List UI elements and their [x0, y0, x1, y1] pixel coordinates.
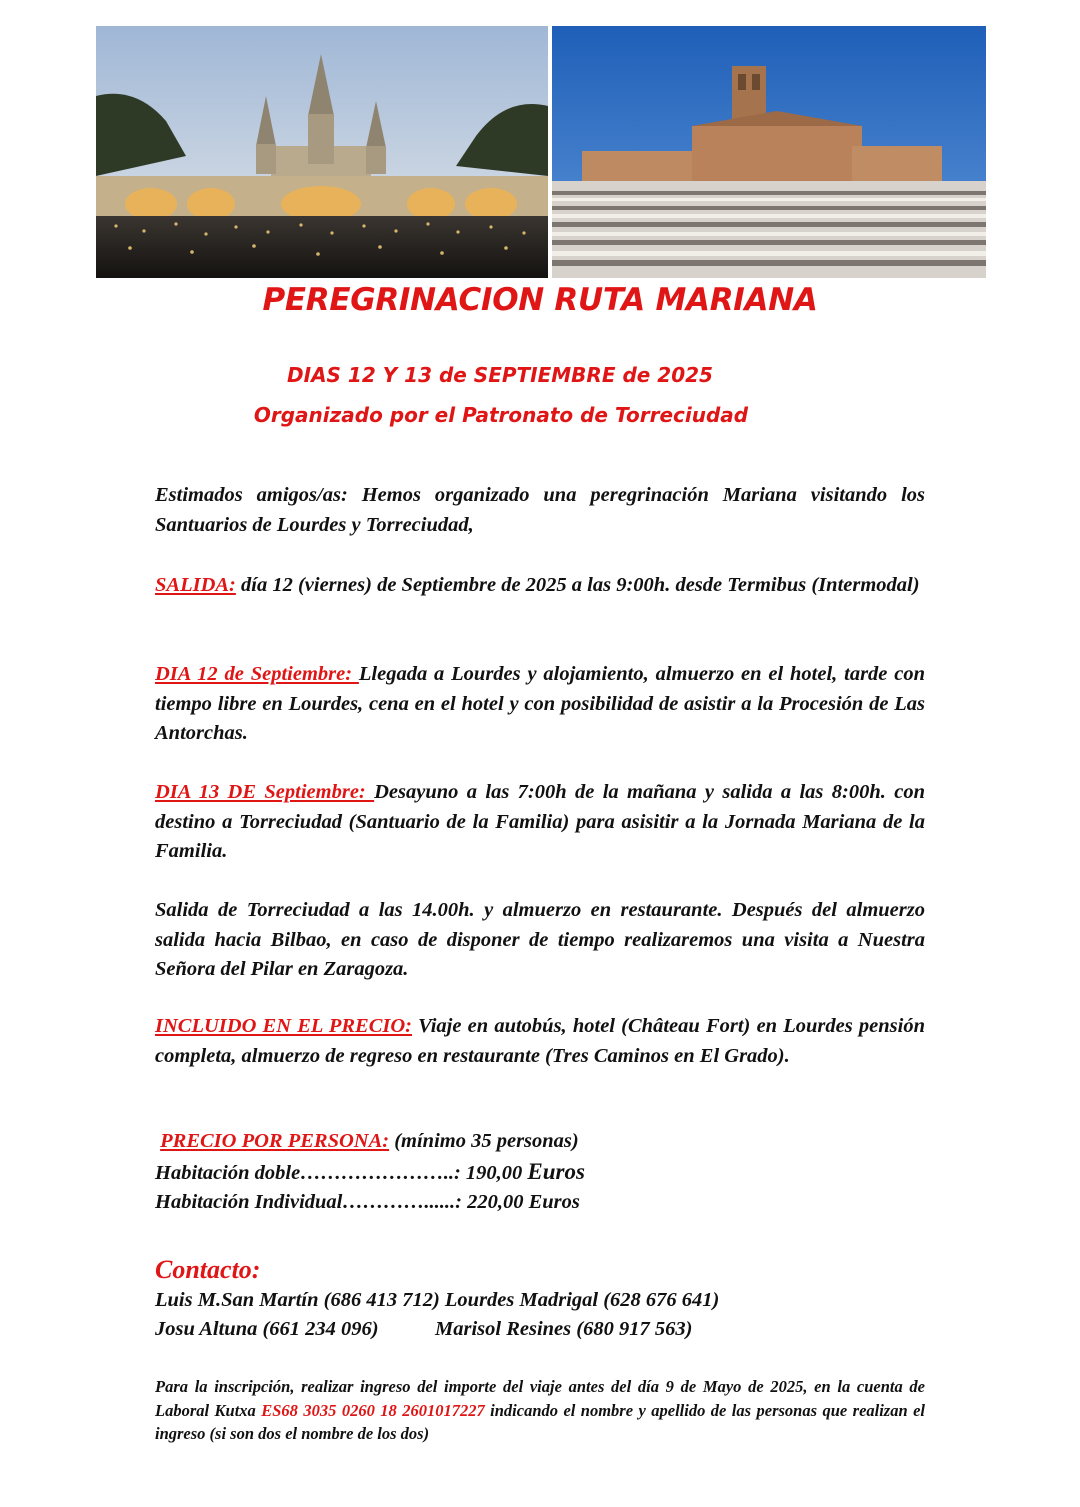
page-title: PEREGRINACION RUTA MARIANA — [262, 282, 818, 318]
departure-label: SALIDA: — [155, 574, 236, 596]
day12-label: DIA 12 de Septiembre: — [155, 663, 359, 685]
intro-paragraph: Estimados amigos/as: Hemos organizado una peregrinación Mariana visitando los Santuarios de Lourdes y Torreciudad, — [155, 484, 925, 536]
day13-paragraph — [155, 778, 925, 867]
price-minimum-note: (mínimo 35 personas) — [389, 1130, 579, 1152]
contact-heading: Contacto: — [155, 1255, 261, 1284]
included-label: INCLUIDO EN EL PRECIO: — [155, 1015, 412, 1037]
day13-label: DIA 13 DE Septiembre: — [155, 781, 375, 803]
registration-text-after: indicando el nombre y apellido de las personas que realizan el ingreso (si son dos el nombre de los dos) — [155, 1400, 926, 1443]
departure-text: día 12 (viernes) de Septiembre de 2025 a las 9:00h. desde Termibus (Intermodal) — [235, 574, 920, 596]
double-room-label: Habitación doble…………………..: 190,00 — [155, 1161, 528, 1184]
organizer-line: Organizado por el Patronato de Torreciudad — [253, 403, 749, 427]
departure-paragraph — [155, 571, 925, 601]
price-section — [155, 1127, 925, 1218]
lourdes-sanctuary-photo — [96, 26, 548, 278]
event-dates: DIAS 12 Y 13 de SEPTIEMBRE de 2025 — [287, 363, 713, 387]
contact-line-2: Josu Altuna (661 234 096) Marisol Resines (680 917 563) — [155, 1318, 693, 1340]
header-photos — [96, 26, 986, 278]
included-paragraph — [155, 1012, 925, 1071]
registration-note — [155, 1375, 925, 1446]
price-heading — [155, 1127, 925, 1157]
included-text: Viaje en autobús, hotel (Château Fort) en Lourdes pensión completa, almuerzo de regreso en restaurante (Tres Caminos en El Grado). — [155, 1015, 925, 1067]
price-double-room — [155, 1157, 925, 1189]
return-paragraph: Salida de Torreciudad a las 14.00h. y almuerzo en restaurante. Después del almuerzo salida hacia Bilbao, en caso de disponer de tiempo realizaremos una visita a Nuestra Señora del Pilar en Zaragoza. — [155, 899, 925, 980]
price-label: PRECIO POR PERSONA: — [160, 1130, 390, 1152]
registration-text-before: Para la inscripción, realizar ingreso del importe del viaje antes del día 9 de Mayo de 2025, en la cuenta de Laboral Kutxa — [155, 1377, 925, 1420]
day13-text: Desayuno a las 7:00h de la mañana y salida a las 8:00h. con destino a Torreciudad (Santuario de la Familia) para asisitir a la Jornada Mariana de la Familia. — [155, 781, 925, 862]
torreciudad-sanctuary-photo — [552, 26, 986, 278]
day12-paragraph — [155, 660, 925, 749]
day12-text: Llegada a Lourdes y alojamiento, almuerzo en el hotel, tarde con tiempo libre en Lourdes, cena en el hotel y con posibilidad de asistir a la Procesión de Las Antorchas. — [155, 663, 925, 744]
price-single-room: Habitación Individual…………......: 220,00 Euros — [155, 1191, 580, 1213]
bank-account-number: ES68 3035 0260 18 2601017227 — [261, 1400, 485, 1420]
double-room-unit: Euros — [527, 1158, 585, 1184]
contact-line-1: Luis M.San Martín (686 413 712) Lourdes Madrigal (628 676 641) — [155, 1289, 720, 1311]
